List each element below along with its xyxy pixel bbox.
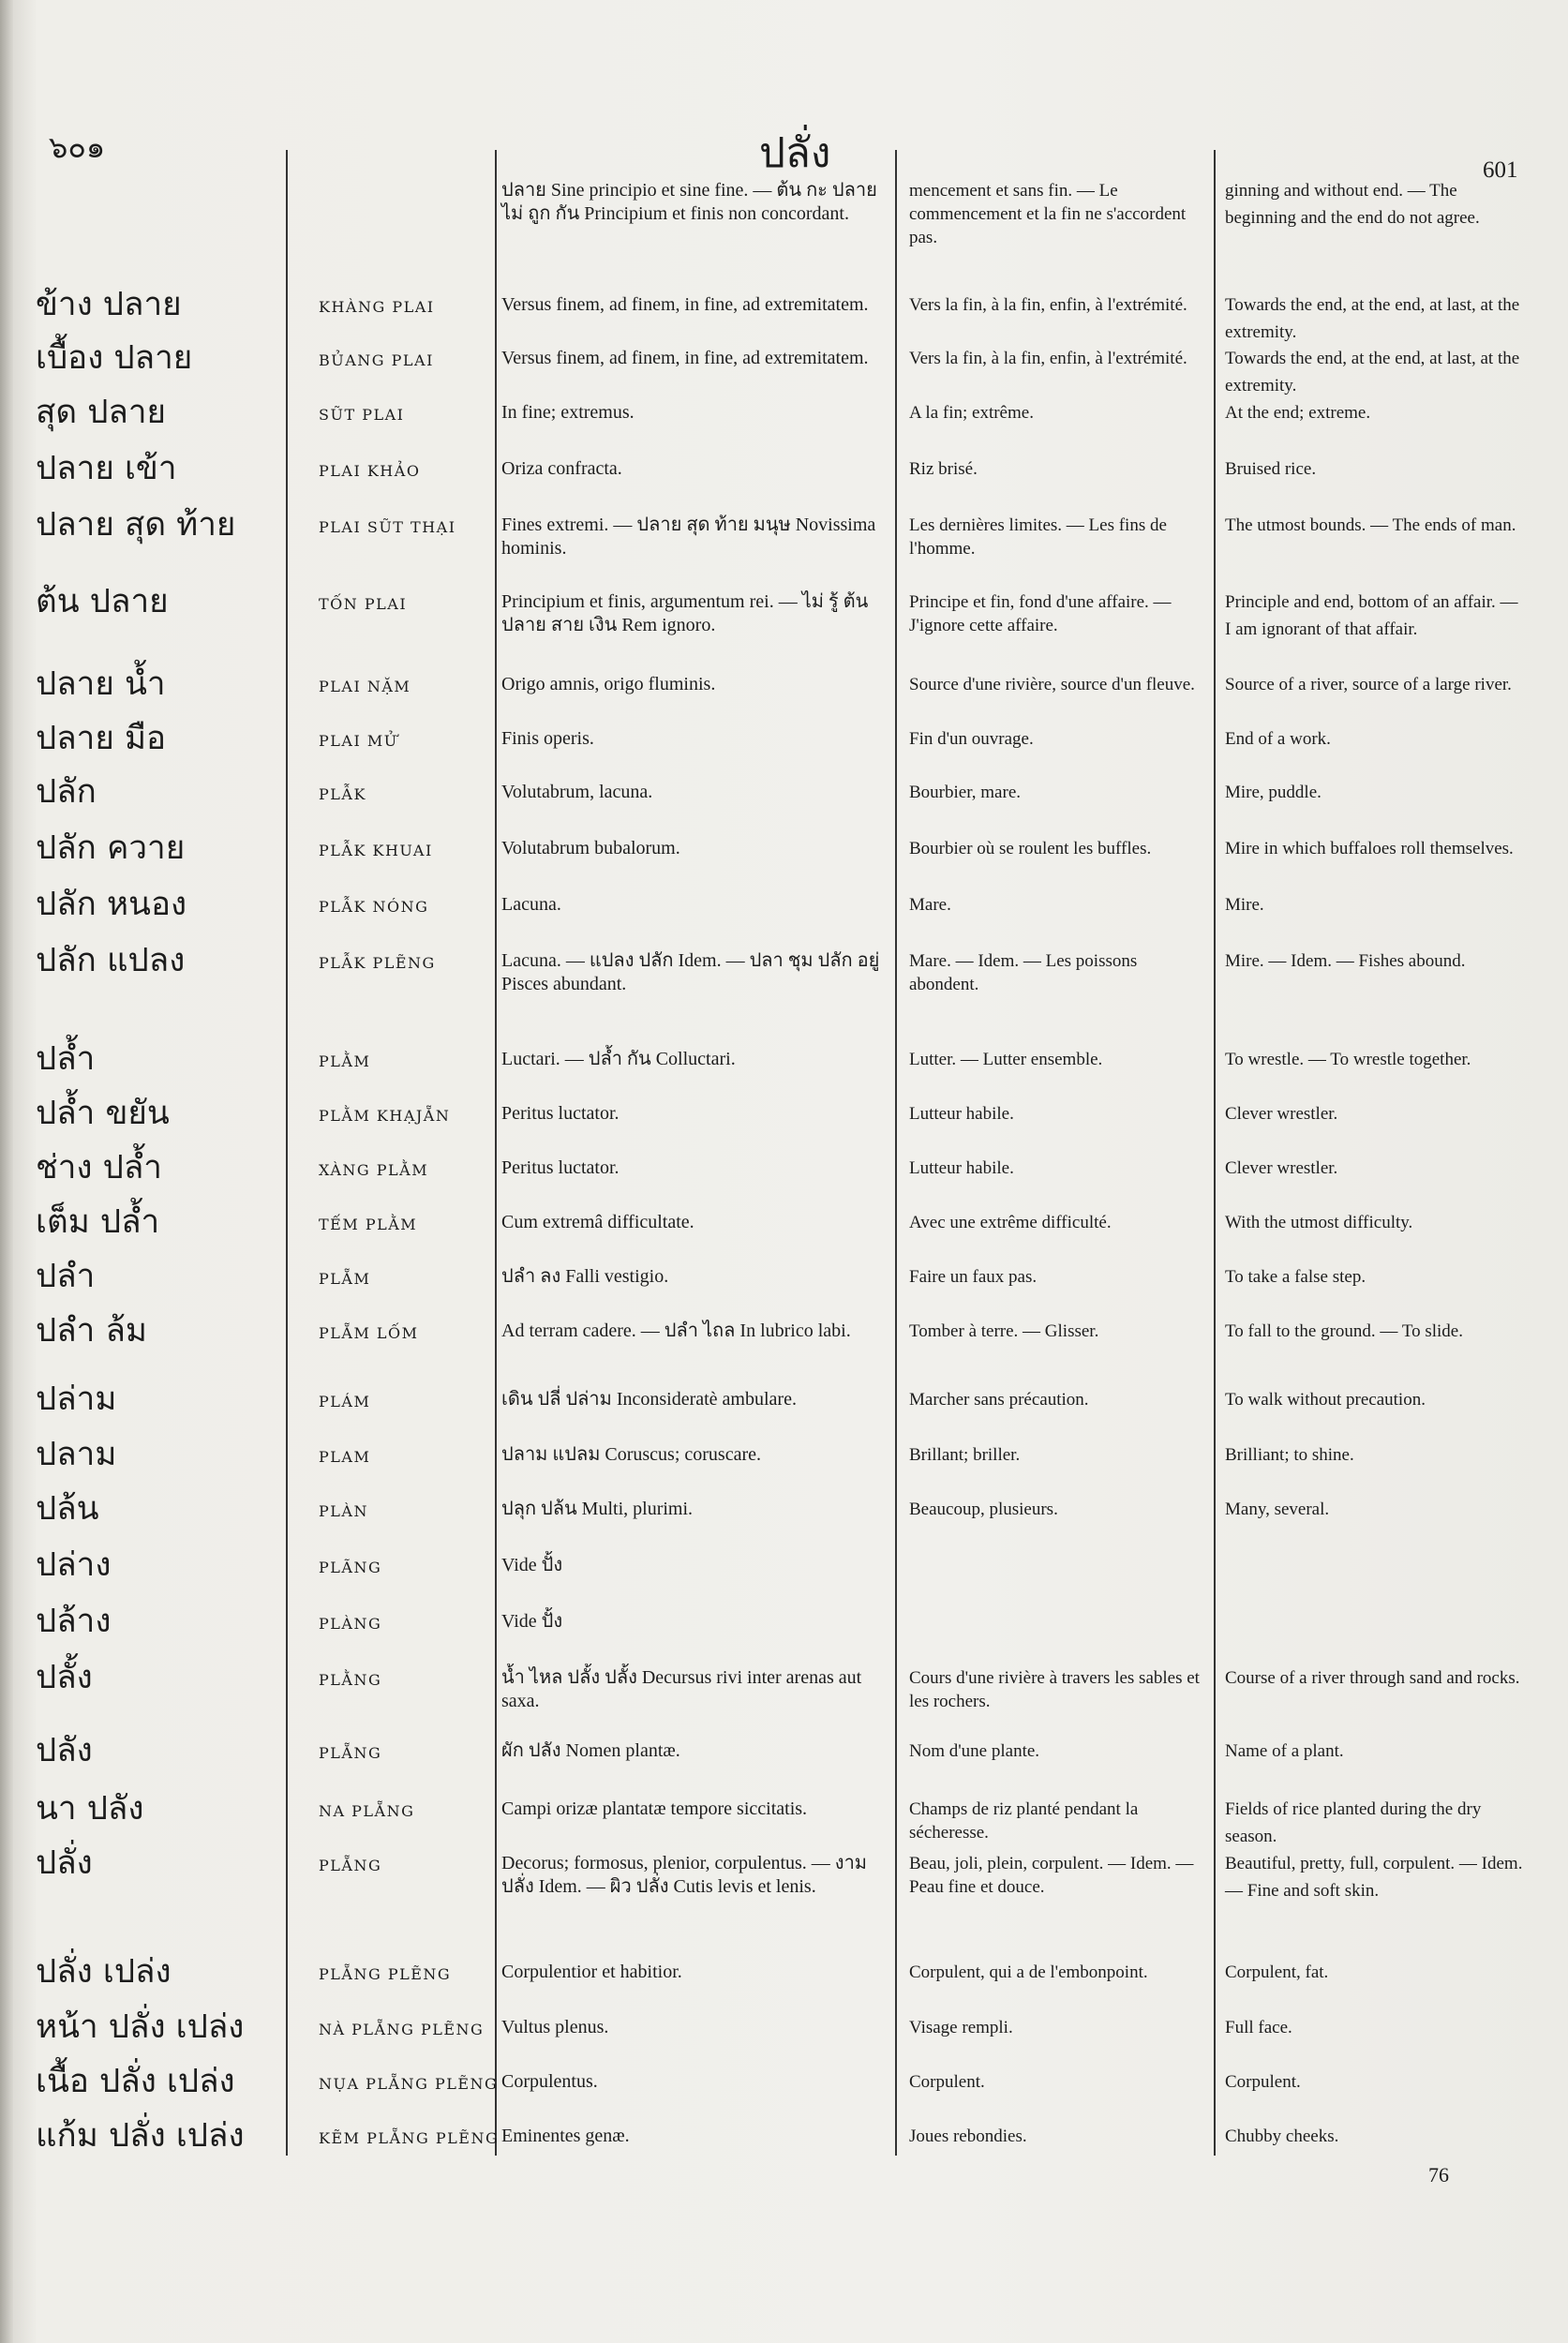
thai-headword: ปลั้ง	[36, 1659, 93, 1696]
romanization: PLAI KHẢO	[319, 462, 421, 480]
romanization: BỦANG PLAI	[319, 351, 434, 369]
french-definition: Mare. — Idem. — Les poissons abondent.	[909, 951, 1138, 994]
french-definition: Principe et fin, fond d'une affaire. — J'ignore cette affaire.	[909, 592, 1172, 635]
latin-definition: Lacuna.	[501, 894, 561, 915]
latin-definition: Versus finem, ad finem, in fine, ad extremitatem.	[501, 348, 869, 368]
latin-definition: Peritus luctator.	[501, 1103, 620, 1124]
thai-headword: ปลาม	[36, 1436, 117, 1473]
romanization: PLÃNG	[319, 1559, 382, 1576]
french-definition: Tomber à terre. — Glisser.	[909, 1321, 1099, 1341]
english-definition: Mire in which buffaloes roll themselves.	[1225, 839, 1514, 858]
thai-headword: ปลัก หนอง	[36, 886, 187, 923]
english-definition: Mire. — Idem. — Fishes abound.	[1225, 951, 1466, 971]
latin-definition: ปลุก ปล้น Multi, plurimi.	[501, 1499, 694, 1519]
english-definition: To fall to the ground. — To slide.	[1225, 1321, 1463, 1341]
thai-headword: หน้า ปลั่ง เปล่ง	[36, 2008, 245, 2046]
romanization: PLẪK PLẼNG	[319, 954, 436, 972]
french-definition: Lutter. — Lutter ensemble.	[909, 1050, 1103, 1069]
thai-headword: ปลั่ง เปล่ง	[36, 1953, 172, 1991]
english-definition: Many, several.	[1225, 1500, 1330, 1519]
column-rule-3	[895, 150, 897, 2156]
thai-headword: ปลาย มือ	[36, 720, 167, 757]
romanization: KHÀNG PLAI	[319, 298, 435, 316]
english-definition: Corpulent, fat.	[1225, 1962, 1329, 1982]
english-definition: Source of a river, source of a large river.	[1225, 675, 1512, 694]
french-definition: Source d'une rivière, source d'un fleuve.	[909, 675, 1195, 694]
english-definition: At the end; extreme.	[1225, 403, 1371, 423]
french-definition: Vers la fin, à la fin, enfin, à l'extrémité.	[909, 295, 1187, 315]
latin-definition: ปลำ ลง Falli vestigio.	[501, 1266, 669, 1287]
romanization: PLAI NẶM	[319, 678, 411, 695]
thai-headword: ข้าง ปลาย	[36, 286, 182, 323]
thai-page-number: ๖๐๑	[49, 129, 106, 165]
latin-definition: Ad terram cadere. — ปลำ ไถล In lubrico labi.	[501, 1321, 851, 1341]
thai-headword: ปลำ ล้ม	[36, 1312, 147, 1350]
thai-headword: ปล้าง	[36, 1603, 112, 1640]
english-definition: Clever wrestler.	[1225, 1104, 1338, 1124]
romanization: PLÀN	[319, 1502, 368, 1520]
signature-mark: 76	[1428, 2163, 1449, 2186]
thai-headword: ปลาย สุด ท้าย	[36, 506, 236, 544]
english-definition: Bruised rice.	[1225, 459, 1317, 479]
latin-definition: น้ำ ไหล ปลั้ง ปลั้ง Decursus rivi inter arenas aut saxa.	[501, 1667, 862, 1711]
english-definition: Corpulent.	[1225, 2072, 1301, 2092]
english-definition: To wrestle. — To wrestle together.	[1225, 1050, 1471, 1069]
thai-headword: ปลาย น้ำ	[36, 665, 166, 703]
romanization: SŨT PLAI	[319, 406, 405, 424]
latin-definition: Vide ปั้ง	[501, 1611, 563, 1632]
romanization: NÀ PLẴNG PLẼNG	[319, 2021, 485, 2038]
thai-headword: ปลำ	[36, 1258, 96, 1295]
latin-definition: Corpulentus.	[501, 2071, 598, 2092]
romanization: XÀNG PLẰM	[319, 1161, 429, 1179]
romanization: PLAI MỬ	[319, 732, 398, 750]
romanization: PLẪK NÓNG	[319, 898, 429, 916]
thai-headword: แก้ม ปลั่ง เปล่ง	[36, 2117, 245, 2155]
latin-definition: Decorus; formosus, plenior, corpulentus. — งาม ปลั่ง Idem. — ผิว ปลั่ง Cutis levis et lenis.	[501, 1853, 867, 1897]
romanization: TỐN PLAI	[319, 595, 408, 613]
latin-definition: Volutabrum bubalorum.	[501, 838, 680, 858]
english-definition: Principle and end, bottom of an affair. — I am ignorant of that affair.	[1225, 592, 1518, 639]
english-definition: Chubby cheeks.	[1225, 2127, 1339, 2146]
french-definition: Fin d'un ouvrage.	[909, 729, 1034, 749]
thai-headword: ต้น ปลาย	[36, 583, 169, 620]
latin-definition: Principium et finis, argumentum rei. — ไม่ รู้ ต้น ปลาย สาย เงิน Rem ignoro.	[501, 591, 869, 635]
english-definition: Mire, puddle.	[1225, 783, 1322, 802]
french-definition: Corpulent, qui a de l'embonpoint.	[909, 1962, 1148, 1982]
english-definition: To walk without precaution.	[1225, 1390, 1426, 1410]
english-definition: ginning and without end. — The beginning and the end do not agree.	[1225, 181, 1480, 228]
romanization: PLAI SŨT THẠI	[319, 518, 456, 536]
english-definition: Beautiful, pretty, full, corpulent. — Idem. — Fine and soft skin.	[1225, 1854, 1523, 1901]
romanization: PLẴNG	[319, 1744, 382, 1762]
romanization: KẼM PLẴNG PLẼNG	[319, 2129, 500, 2147]
thai-headword: ปล่าง	[36, 1546, 112, 1584]
thai-headword: เบื้อง ปลาย	[36, 339, 193, 377]
latin-definition: Eminentes genæ.	[501, 2126, 630, 2146]
romanization: PLẪK KHUAI	[319, 842, 433, 859]
english-definition: To take a false step.	[1225, 1267, 1366, 1287]
english-definition: Mire.	[1225, 895, 1264, 915]
french-definition: Riz brisé.	[909, 459, 978, 479]
french-definition: Visage rempli.	[909, 2018, 1013, 2037]
thai-headword: เต็ม ปล้ำ	[36, 1203, 160, 1241]
latin-definition: Origo amnis, origo fluminis.	[501, 674, 716, 694]
thai-headword: เนื้อ ปลั่ง เปล่ง	[36, 2063, 235, 2100]
thai-headword: ปลัก	[36, 773, 97, 811]
french-definition: Bourbier, mare.	[909, 783, 1022, 802]
column-rule-2	[495, 150, 497, 2156]
book-gutter	[0, 0, 13, 2343]
romanization: PLẪK	[319, 785, 366, 803]
french-definition: Les dernières limites. — Les fins de l'homme.	[909, 515, 1167, 559]
english-definition: Course of a river through sand and rocks.	[1225, 1668, 1520, 1688]
thai-headword: ปลัก ควาย	[36, 829, 186, 867]
running-head: ปลั่ง	[759, 129, 831, 177]
romanization: NA PLẴNG	[319, 1802, 415, 1820]
french-definition: Corpulent.	[909, 2072, 985, 2092]
french-definition: Nom d'une plante.	[909, 1741, 1040, 1761]
thai-headword: ปลั่ง	[36, 1844, 93, 1882]
romanization: PLẰM KHẠJẴN	[319, 1107, 451, 1125]
romanization: PLAM	[319, 1448, 371, 1466]
french-definition: mencement et sans fin. — Le commencement et la fin ne s'accordent pas.	[909, 181, 1187, 247]
thai-headword: ปล้น	[36, 1490, 99, 1528]
romanization: PLẴNG	[319, 1857, 382, 1874]
french-definition: Avec une extrême difficulté.	[909, 1213, 1112, 1232]
thai-headword: นา ปลัง	[36, 1790, 144, 1828]
page-number: 601	[1483, 157, 1518, 183]
latin-definition: Volutabrum, lacuna.	[501, 782, 653, 802]
english-definition: The utmost bounds. — The ends of man.	[1225, 515, 1516, 535]
french-definition: Joues rebondies.	[909, 2127, 1027, 2146]
latin-definition: ผัก ปลัง Nomen plantæ.	[501, 1740, 680, 1761]
french-definition: Marcher sans précaution.	[909, 1390, 1089, 1410]
romanization: PLẴM LỐM	[319, 1324, 419, 1342]
french-definition: Mare.	[909, 895, 951, 915]
romanization: PLẴNG PLẼNG	[319, 1965, 452, 1983]
romanization: PLẰNG	[319, 1671, 382, 1689]
french-definition: Champs de riz planté pendant la sécheresse.	[909, 1799, 1139, 1843]
latin-definition: Cum extremâ difficultate.	[501, 1212, 694, 1232]
romanization: PLẴM	[319, 1270, 371, 1288]
english-definition: Name of a plant.	[1225, 1741, 1344, 1761]
romanization: TẾM PLẰM	[319, 1216, 418, 1233]
romanization: PLÀNG	[319, 1615, 382, 1633]
latin-definition: เดิน ปลี่ ปล่าม Inconsideratè ambulare.	[501, 1389, 797, 1410]
latin-definition: Peritus luctator.	[501, 1157, 620, 1178]
latin-definition: Corpulentior et habitior.	[501, 1962, 682, 1982]
french-definition: Lutteur habile.	[909, 1104, 1014, 1124]
french-definition: Brillant; briller.	[909, 1445, 1021, 1465]
english-definition: Clever wrestler.	[1225, 1158, 1338, 1178]
column-rule-4	[1214, 150, 1216, 2156]
latin-definition: Finis operis.	[501, 728, 594, 749]
french-definition: Cours d'une rivière à travers les sables et les rochers.	[909, 1668, 1200, 1711]
thai-headword: ปล้ำ	[36, 1040, 96, 1078]
english-definition: Fields of rice planted during the dry season.	[1225, 1799, 1482, 1846]
latin-definition: ปลาม แปลม Coruscus; coruscare.	[501, 1444, 762, 1465]
thai-headword: ช่าง ปล้ำ	[36, 1149, 162, 1186]
thai-headword: ปล่าม	[36, 1380, 117, 1418]
latin-definition: Campi orizæ plantatæ tempore siccitatis.	[501, 1798, 808, 1819]
latin-definition: Vide ปั้ง	[501, 1555, 563, 1575]
romanization: NỤA PLẴNG PLẼNG	[319, 2075, 499, 2093]
latin-definition: Oriza confracta.	[501, 458, 622, 479]
thai-headword: ปลัก แปลง	[36, 942, 186, 979]
english-definition: Towards the end, at the end, at last, at the extremity.	[1225, 349, 1520, 395]
latin-definition: In fine; extremus.	[501, 402, 635, 423]
french-definition: A la fin; extrême.	[909, 403, 1034, 423]
french-definition: Lutteur habile.	[909, 1158, 1014, 1178]
french-definition: Faire un faux pas.	[909, 1267, 1038, 1287]
latin-definition: Vultus plenus.	[501, 2017, 609, 2037]
english-definition: Full face.	[1225, 2018, 1292, 2037]
english-definition: Brilliant; to shine.	[1225, 1445, 1354, 1465]
french-definition: Beau, joli, plein, corpulent. — Idem. — Peau fine et douce.	[909, 1854, 1194, 1897]
latin-definition: Lacuna. — แปลง ปลัก Idem. — ปลา ชุม ปลัก อยู่ Pisces abundant.	[501, 950, 880, 994]
latin-definition: Versus finem, ad finem, in fine, ad extremitatem.	[501, 294, 869, 315]
romanization: PLÁM	[319, 1393, 371, 1410]
french-definition: Vers la fin, à la fin, enfin, à l'extrémité.	[909, 349, 1187, 368]
thai-headword: ปลาย เข้า	[36, 450, 177, 487]
latin-definition: Fines extremi. — ปลาย สุด ท้าย มนุษ Novissima hominis.	[501, 515, 876, 559]
french-definition: Beaucoup, plusieurs.	[909, 1500, 1058, 1519]
latin-definition: Luctari. — ปล้ำ กัน Colluctari.	[501, 1049, 736, 1069]
latin-definition: ปลาย Sine principio et sine fine. — ต้น กะ ปลาย ไม่ ถูก กัน Principium et finis non concordant.	[501, 180, 877, 224]
romanization: PLẰM	[319, 1052, 371, 1070]
english-definition: End of a work.	[1225, 729, 1331, 749]
english-definition: Towards the end, at the end, at last, at the extremity.	[1225, 295, 1520, 342]
thai-headword: สุด ปลาย	[36, 394, 167, 431]
thai-headword: ปล้ำ ขยัน	[36, 1095, 170, 1132]
thai-headword: ปลัง	[36, 1732, 93, 1769]
french-definition: Bourbier où se roulent les buffles.	[909, 839, 1152, 858]
english-definition: With the utmost difficulty.	[1225, 1213, 1413, 1232]
